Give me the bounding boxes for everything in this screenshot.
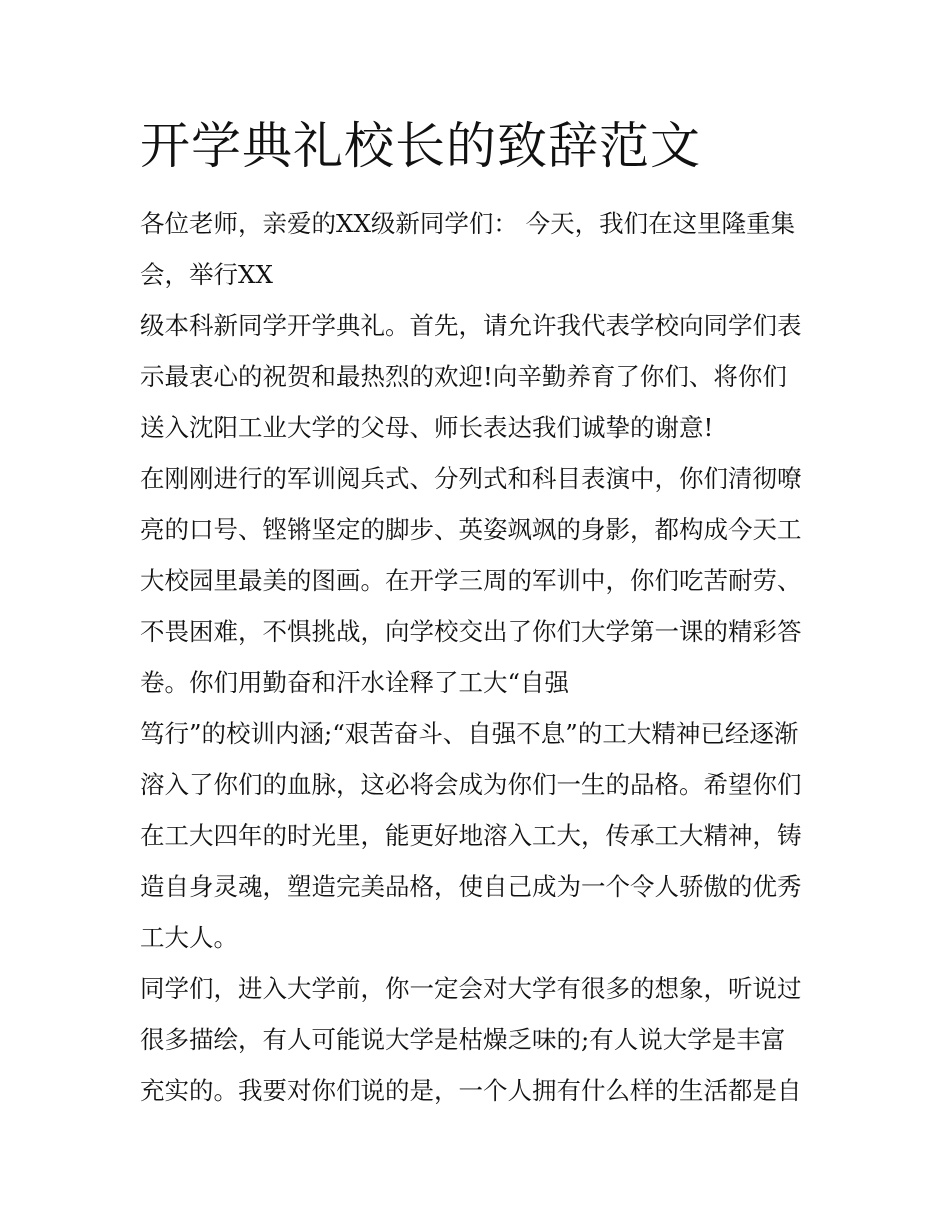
- text-line: 各位老师，亲爱的XX级新同学们： 今天，我们在这里隆重集: [140, 209, 796, 238]
- text-line: 在工大四年的时光里，能更好地溶入工大，传承工大精神，铸: [140, 821, 802, 850]
- text-line: 充实的。我要对你们说的是，一个人拥有什么样的生活都是自: [140, 1076, 802, 1105]
- text-line: 同学们，进入大学前，你一定会对大学有很多的想象，听说过: [140, 974, 802, 1003]
- text-line: 造自身灵魂，塑造完美品格，使自己成为一个令人骄傲的优秀: [140, 872, 802, 901]
- document-title: 开学典礼校长的致辞范文: [140, 117, 701, 175]
- text-line: 工大人。: [140, 923, 238, 952]
- text-line: 笃行”的校训内涵;“艰苦奋斗、自强不息”的工大精神已经逐渐: [140, 719, 799, 748]
- text-line: 很多描绘，有人可能说大学是枯燥乏味的;有人说大学是丰富: [140, 1025, 786, 1054]
- text-line: 送入沈阳工业大学的父母、师长表达我们诚挚的谢意!: [140, 413, 714, 442]
- text-line: 示最衷心的祝贺和最热烈的欢迎!向辛勤养育了你们、将你们: [140, 362, 787, 391]
- text-line: 溶入了你们的血脉，这必将会成为你们一生的品格。希望你们: [140, 770, 802, 799]
- document-body: [140, 198, 830, 1116]
- text-line: 级本科新同学开学典礼。首先，请允许我代表学校向同学们表: [140, 311, 802, 340]
- text-line: 卷。你们用勤奋和汗水诠释了工大“自强: [140, 668, 570, 697]
- text-line: 大校园里最美的图画。在开学三周的军训中，你们吃苦耐劳、: [140, 566, 802, 595]
- text-line: 不畏困难，不惧挑战，向学校交出了你们大学第一课的精彩答: [140, 617, 802, 646]
- text-line: 会，举行XX: [140, 260, 273, 289]
- text-line: 亮的口号、铿锵坚定的脚步、英姿飒飒的身影，都构成今天工: [140, 515, 802, 544]
- text-line: 在刚刚进行的军训阅兵式、分列式和科目表演中，你们清彻嘹: [140, 464, 802, 493]
